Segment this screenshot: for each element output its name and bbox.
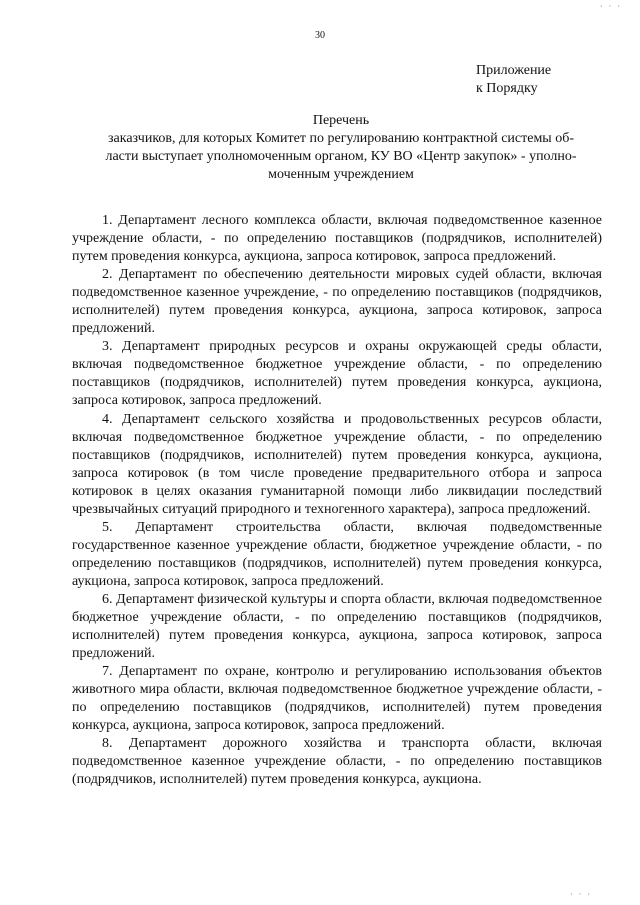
appendix-line-2: к Порядку bbox=[476, 81, 538, 96]
document-title bbox=[82, 112, 600, 184]
scan-artifact-top: · · · bbox=[600, 2, 622, 11]
list-item: 2. Департамент по обеспечению деятельности мировых судей области, включая подведомственное казенное учреждение, - по определению поставщиков (подрядчиков, исполнителей) путем проведения конкурса, аукциона, запроса котировок, запроса предложений. bbox=[72, 267, 602, 337]
title-line-2: ласти выступает уполномоченным органом, КУ ВО «Центр закупок» - уполно- bbox=[105, 149, 577, 164]
list-item: 1. Департамент лесного комплекса области, включая подведомственное казенное учреждение области, - по определению поставщиков (подрядчиков, исполнителей) путем проведения конкурса, аукциона, запроса котировок, запроса предложений. bbox=[72, 213, 602, 265]
list-item: 3. Департамент природных ресурсов и охраны окружающей среды области, включая подведомственное бюджетное учреждение области, - по определению поставщиков (подрядчиков, исполнителей) путем проведения конкурса, аукциона, запроса котировок, запроса предложений. bbox=[72, 339, 602, 409]
customer-list bbox=[72, 212, 602, 790]
list-item: 6. Департамент физической культуры и спорта области, включая подведомственное бюджетное учреждение области, - по определению поставщиков (подрядчиков, исполнителей) путем проведения конкурса, аукциона, запроса котировок, запроса предложений. bbox=[72, 591, 602, 662]
list-item: 8. Департамент дорожного хозяйства и транспорта области, включая подведомственное казенное учреждение области, - по определению поставщиков (подрядчиков, исполнителей) путем проведения конкурса, аукциона. bbox=[72, 736, 602, 788]
list-item: 4. Департамент сельского хозяйства и продовольственных ресурсов области, включая подведомственное бюджетное учреждение области, - по определению поставщиков (подрядчиков, исполнителей) путем проведения конкурса, аукциона, запроса котировок (в том числе проведение предварительного отбора и запроса котировок в целях оказания гуманитарной помощи либо ликвидации последствий чрезвычайных ситуаций природного и техногенного характера), запроса предложений. bbox=[72, 411, 602, 517]
appendix-line-1: Приложение bbox=[476, 63, 552, 78]
list-item: 7. Департамент по охране, контролю и регулированию использования объектов животного мира области, включая подведомственное бюджетное учреждение области, - по определению поставщиков (подрядчиков, исполнителей) путем проведения конкурса, аукциона, запроса котировок, запроса предложений. bbox=[72, 664, 602, 734]
title-line-1: заказчиков, для которых Комитет по регулированию контрактной системы об- bbox=[107, 131, 574, 146]
title-heading: Перечень bbox=[312, 113, 370, 128]
list-item: 5. Департамент строительства области, включая подведомственные государственное казенное учреждение области, бюджетное учреждение области, - по определению поставщиков (подрядчиков, исполнителей) путем проведения конкурса, аукциона, запроса котировок, запроса предложений. bbox=[72, 519, 602, 589]
page-number: 30 bbox=[315, 30, 325, 41]
title-line-3: моченным учреждением bbox=[268, 167, 414, 182]
appendix-reference bbox=[476, 62, 551, 98]
scan-artifact-bottom: · · · bbox=[570, 890, 592, 899]
